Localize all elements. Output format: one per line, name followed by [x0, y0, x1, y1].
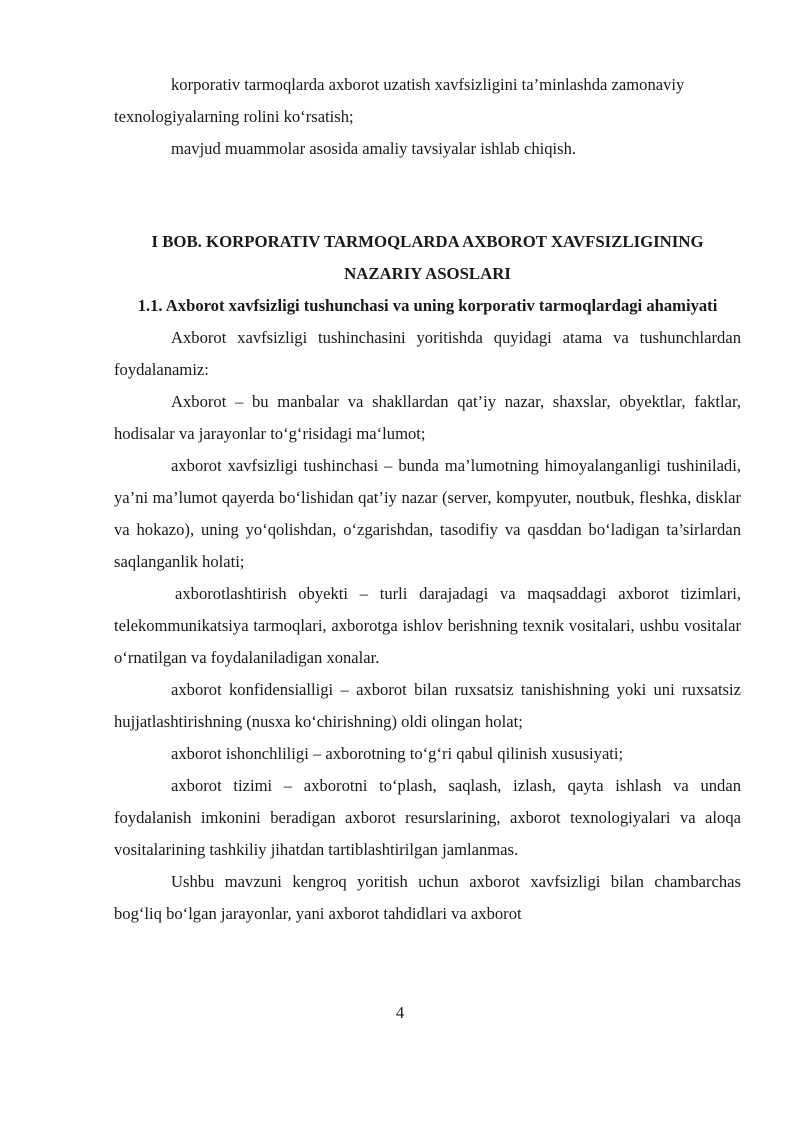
body-paragraph-3: axborot xavfsizligi tushinchasi – bunda ma’lumotning himoyalanganligi tushiniladi, ya’ni ma’lumot qayerda bo‘lishidan qat’iy nazar (server, kompyuter, noutbuk, fleshka, disklar va hokazo), uning yo‘qolishdan, o‘zgarishdan, tasodifiy va qasddan bo‘ladigan ta’sirlardan saqlanganlik holati;	[114, 456, 741, 571]
body-paragraph-6: axborot ishonchliligi – axborotning to‘g‘ri qabul qilinish xususiyati;	[171, 744, 624, 763]
body-paragraph-5: axborot konfidensialligi – axborot bilan ruxsatsiz tanishishning yoki uni ruxsatsiz hujjatlashtirishning (nusxa ko‘chirishning) oldi olingan holat;	[114, 680, 741, 731]
intro-item-1: korporativ tarmoqlarda axborot uzatish xavfsizligini ta’minlashda zamonaviy texnologiyalarning rolini ko‘rsatish;	[114, 75, 685, 126]
body-paragraph-7: axborot tizimi – axborotni to‘plash, saqlash, izlash, qayta ishlash va undan foydalanish imkonini beradigan axborot resurslarining, axborot texnologiyalari va aloqa vositalarining tashkiliy jihatdan tartiblashtirilgan jamlanmas.	[114, 776, 741, 859]
section-spacer	[114, 165, 741, 226]
body-paragraph-8: Ushbu mavzuni kengroq yoritish uchun axborot xavfsizligi bilan chambarchas bog‘liq bo‘lgan jarayonlar, yani axborot tahdidlari va axborot	[114, 872, 741, 923]
body-paragraph-2: Axborot – bu manbalar va shakllardan qat’iy nazar, shaxslar, obyektlar, faktlar, hodisalar va jarayonlar to‘g‘risidagi ma‘lumot;	[114, 392, 741, 443]
page-body	[114, 69, 741, 930]
page-number: 4	[395, 1003, 405, 1022]
chapter-title: I BOB. KORPORATIV TARMOQLARDA AXBOROT XAVFSIZLIGINING NAZARIY ASOSLARI	[151, 232, 704, 283]
section-title: 1.1. Axborot xavfsizligi tushunchasi va uning korporativ tarmoqlardagi ahamiyati	[137, 296, 718, 315]
intro-item-2: mavjud muammolar asosida amaliy tavsiyalar ishlab chiqish.	[171, 139, 577, 158]
body-paragraph-4: axborotlashtirish obyekti – turli darajadagi va maqsaddagi axborot tizimlari, telekommunikatsiya tarmoqlari, axborotga ishlov berishning texnik vositalari, ushbu vositalar o‘rnatilgan va foydalaniladigan xonalar.	[114, 584, 741, 667]
body-paragraph-1: Axborot xavfsizligi tushinchasini yoritishda quyidagi atama va tushunchlardan foydalanamiz:	[114, 328, 741, 379]
